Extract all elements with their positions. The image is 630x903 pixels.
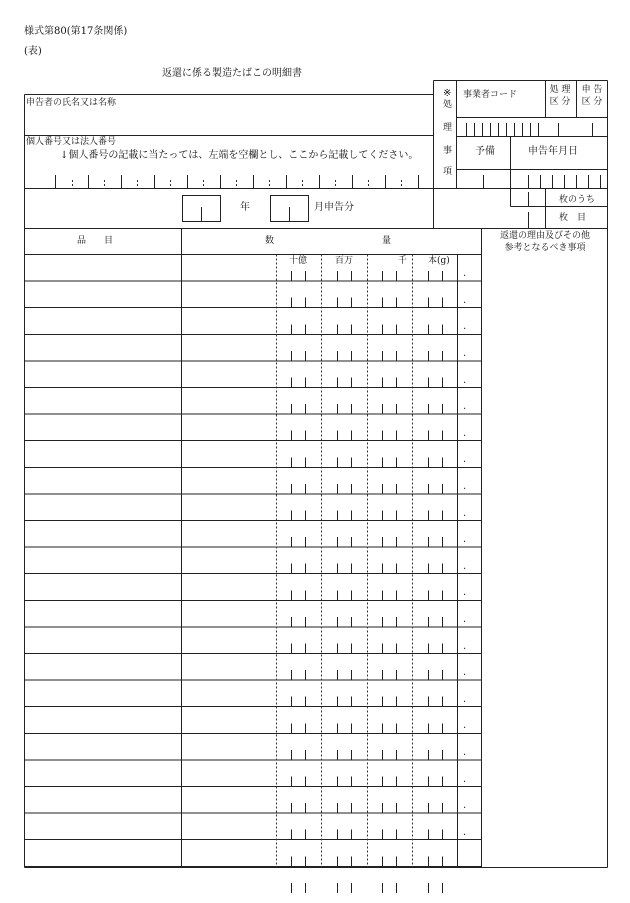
form-side: (表) [24, 46, 42, 57]
item-cell[interactable] [25, 734, 180, 759]
decimal-point: . [463, 826, 467, 838]
filing-date-field[interactable] [510, 170, 607, 188]
quantity-cell[interactable] [183, 362, 480, 387]
item-cell[interactable] [25, 575, 180, 600]
decimal-point: . [463, 454, 467, 466]
id-number-field[interactable] [40, 170, 425, 188]
quantity-cell[interactable] [183, 628, 480, 653]
filing-division-line2: 区 分 [581, 97, 603, 107]
filing-date-label: 申告年月日 [528, 146, 578, 157]
item-cell[interactable] [25, 335, 180, 360]
office-use-mark: ※ [443, 88, 452, 99]
decimal-point: . [463, 268, 467, 280]
decimal-point: . [463, 480, 467, 492]
office-use-char-3: 事 [443, 146, 453, 156]
id-number-label: 個人番号又は法人番号 [26, 137, 117, 147]
quantity-cell[interactable] [183, 548, 480, 573]
quantity-cell[interactable] [183, 867, 480, 892]
unit-sticks-label: 本(g) [428, 256, 450, 266]
sheet-number-label: 枚 目 [559, 213, 587, 223]
item-cell[interactable] [25, 282, 180, 307]
unit-million-label: 百万 [335, 256, 354, 266]
quantity-cell[interactable] [183, 788, 480, 813]
item-cell[interactable] [25, 814, 180, 839]
processing-division-line1: 処 理 [549, 85, 571, 95]
year-label: 年 [240, 202, 250, 213]
decimal-point: . [463, 667, 467, 679]
quantity-cell[interactable] [183, 841, 480, 866]
office-use-char-1: 処 [443, 100, 453, 110]
item-cell[interactable] [25, 415, 180, 440]
item-cell[interactable] [25, 628, 180, 653]
quantity-cell[interactable] [183, 575, 480, 600]
decimal-point: . [463, 746, 467, 758]
unit-billion-label: 十億 [289, 256, 308, 266]
quantity-cell[interactable] [183, 734, 480, 759]
item-cell[interactable] [25, 761, 180, 786]
decimal-point: . [463, 427, 467, 439]
quantity-cell[interactable] [183, 256, 480, 281]
decimal-point: . [463, 374, 467, 386]
quantity-cell[interactable] [183, 335, 480, 360]
decimal-point: . [463, 800, 467, 812]
form-title: 返還に係る製造たばこの明細書 [162, 68, 302, 79]
office-use-char-2: 理 [443, 123, 453, 133]
decimal-point: . [463, 560, 467, 572]
quantity-cell[interactable] [183, 522, 480, 547]
decimal-point: . [463, 773, 467, 785]
reason-header-line2: 参考となるべき事項 [504, 243, 586, 253]
reason-header-line1: 返還の理由及びその他 [499, 231, 590, 241]
quantity-cell[interactable] [183, 389, 480, 414]
business-code-field[interactable] [457, 118, 607, 136]
decimal-point: . [463, 587, 467, 599]
reason-field[interactable] [483, 256, 606, 866]
item-cell[interactable] [25, 655, 180, 680]
quantity-cell[interactable] [183, 655, 480, 680]
item-cell[interactable] [25, 468, 180, 493]
quantity-cell[interactable] [183, 468, 480, 493]
item-cell[interactable] [25, 309, 180, 334]
quantity-cell[interactable] [183, 708, 480, 733]
reserve-label: 予備 [475, 146, 495, 157]
item-cell[interactable] [25, 548, 180, 573]
item-header: 品 目 [77, 236, 114, 246]
unit-thousand-label: 千 [398, 256, 408, 266]
item-cell[interactable] [25, 256, 180, 281]
decimal-point: . [463, 347, 467, 359]
quantity-cell[interactable] [183, 761, 480, 786]
quantity-cell[interactable] [183, 415, 480, 440]
item-cell[interactable] [25, 841, 180, 866]
item-cell[interactable] [25, 788, 180, 813]
office-use-char-4: 項 [443, 167, 453, 177]
item-cell[interactable] [25, 708, 180, 733]
processing-division-line2: 区 分 [549, 97, 571, 107]
item-cell[interactable] [25, 522, 180, 547]
sheets-of-label: 枚のうち [559, 195, 596, 205]
quantity-cell[interactable] [183, 681, 480, 706]
decimal-point: . [463, 294, 467, 306]
quantity-cell[interactable] [183, 495, 480, 520]
decimal-point: . [463, 401, 467, 413]
quantity-cell[interactable] [183, 442, 480, 467]
id-number-note: ↓個人番号の記載に当たっては、左端を空欄とし、ここから記載してください。 [60, 150, 419, 161]
quantity-cell[interactable] [183, 814, 480, 839]
item-cell[interactable] [25, 495, 180, 520]
month-label: 月申告分 [314, 202, 354, 213]
decimal-point: . [463, 321, 467, 333]
decimal-point: . [463, 534, 467, 546]
year-box[interactable] [182, 195, 220, 221]
decimal-point: . [463, 640, 467, 652]
item-cell[interactable] [25, 601, 180, 626]
decimal-point: . [463, 693, 467, 705]
form-number: 様式第80(第17条関係) [24, 26, 128, 37]
name-field[interactable] [25, 110, 430, 134]
quantity-cell[interactable] [183, 282, 480, 307]
quantity-cell[interactable] [183, 309, 480, 334]
item-cell[interactable] [25, 442, 180, 467]
quantity-header-2: 量 [382, 236, 392, 246]
month-box[interactable] [270, 195, 308, 221]
decimal-point: . [463, 613, 467, 625]
item-cell[interactable] [25, 389, 180, 414]
business-code-label: 事業者コード [463, 90, 518, 100]
item-cell[interactable] [25, 681, 180, 706]
name-label: 申告者の氏名又は名称 [26, 98, 117, 108]
decimal-point: . [463, 720, 467, 732]
quantity-cell[interactable] [183, 601, 480, 626]
item-cell[interactable] [25, 867, 180, 892]
item-cell[interactable] [25, 362, 180, 387]
quantity-header-1: 数 [265, 236, 275, 246]
filing-division-line1: 申 告 [581, 85, 603, 95]
decimal-point: . [463, 507, 467, 519]
